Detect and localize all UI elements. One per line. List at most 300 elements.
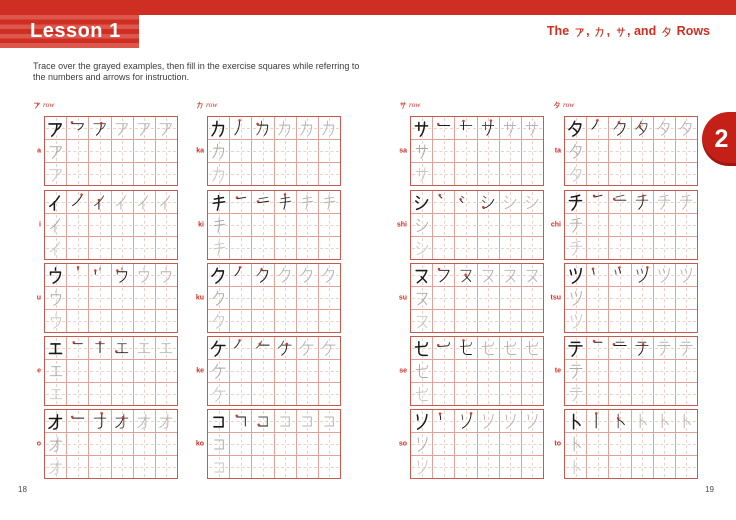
chapter-badge-number: 2 <box>714 124 729 153</box>
example-row <box>411 410 543 433</box>
practice-cell <box>522 214 543 236</box>
kana-trace-example <box>208 163 230 185</box>
practice-cell <box>252 163 274 185</box>
kana-glyph-tsu <box>567 289 585 307</box>
kana-stroke-diagram <box>433 337 455 359</box>
kana-trace-example <box>565 287 587 309</box>
kana-glyph-i <box>46 193 65 212</box>
practice-cell <box>522 383 543 405</box>
practice-row <box>208 140 340 163</box>
kana-glyph-ke <box>298 339 316 357</box>
kana-example-gray <box>632 410 654 432</box>
practice-cell <box>112 214 134 236</box>
kana-glyph-ku <box>254 266 272 284</box>
kana-glyph-ta <box>611 119 629 137</box>
kana-glyph-tsu <box>567 312 585 330</box>
romaji-label: shi <box>396 221 407 229</box>
practice-row <box>565 237 697 259</box>
kana-example-gray <box>676 264 697 286</box>
practice-cell <box>156 383 177 405</box>
practice-cell <box>654 456 676 478</box>
kana-stroke-diagram <box>112 264 134 286</box>
kana-example-gray <box>500 264 522 286</box>
kana-glyph-so <box>501 412 519 430</box>
kana-example-gray <box>156 191 177 213</box>
kana-trace-example <box>208 140 230 162</box>
practice-cell <box>67 383 89 405</box>
kana-glyph-tsu <box>655 266 673 284</box>
kana-example-bold <box>45 264 67 286</box>
column-row-label <box>196 101 217 109</box>
practice-cell <box>112 163 134 185</box>
kana-glyph-se <box>457 339 475 357</box>
kana-trace-example <box>45 237 67 259</box>
kana-glyph-ka <box>594 26 606 38</box>
practice-cell <box>654 140 676 162</box>
practice-cell <box>587 237 609 259</box>
kana-glyph-i <box>47 239 65 257</box>
example-row <box>45 410 177 433</box>
kana-glyph-ki <box>276 193 294 211</box>
kana-glyph-e <box>157 339 175 357</box>
practice-cell <box>252 140 274 162</box>
stroke-order-dot <box>257 200 260 203</box>
kana-example-gray <box>275 117 297 139</box>
kana-glyph-u <box>91 266 109 284</box>
kana-glyph-u <box>113 266 131 284</box>
kana-stroke-diagram <box>587 337 609 359</box>
practice-cell <box>478 433 500 455</box>
kana-trace-example <box>565 433 587 455</box>
practice-cell <box>522 433 543 455</box>
practice-row <box>45 360 177 383</box>
practice-cell <box>433 360 455 382</box>
kana-glyph-sa <box>435 119 453 137</box>
example-row <box>208 410 340 433</box>
practice-cell <box>609 433 631 455</box>
kana-trace-example <box>411 237 433 259</box>
kana-glyph-e <box>135 339 153 357</box>
kana-glyph-sa <box>479 119 497 137</box>
practice-cell <box>297 287 319 309</box>
kana-trace-example <box>565 237 587 259</box>
kana-example-bold <box>565 410 587 432</box>
kana-glyph-a <box>33 101 41 109</box>
practice-cell <box>455 310 477 332</box>
kana-block-i <box>39 190 178 260</box>
practice-cell <box>478 214 500 236</box>
kana-example-bold <box>208 337 230 359</box>
stroke-order-dot <box>258 343 261 346</box>
example-row <box>565 264 697 287</box>
kana-glyph-ko <box>232 412 250 430</box>
kana-glyph-ke <box>232 339 250 357</box>
practice-cell <box>89 287 111 309</box>
practice-cell <box>275 287 297 309</box>
kana-example-bold <box>208 264 230 286</box>
stroke-order-dot <box>260 268 263 271</box>
kana-glyph-so <box>457 412 475 430</box>
kana-block-ku <box>195 263 341 333</box>
kana-trace-example <box>208 214 230 236</box>
page-number-left: 18 <box>18 485 27 494</box>
practice-cell <box>297 433 319 455</box>
kana-example-gray <box>654 191 676 213</box>
practice-cell <box>609 163 631 185</box>
practice-row <box>45 433 177 456</box>
practice-cell <box>500 310 522 332</box>
kana-glyph-to <box>589 412 607 430</box>
practice-cell <box>67 456 89 478</box>
kana-glyph-so <box>523 412 541 430</box>
practice-cell <box>275 237 297 259</box>
kana-stroke-diagram <box>112 337 134 359</box>
kana-stroke-diagram <box>275 337 297 359</box>
kana-block-so <box>398 409 544 479</box>
kana-stroke-diagram <box>89 117 111 139</box>
practice-cell <box>522 287 543 309</box>
stroke-order-dot <box>596 119 599 122</box>
kana-trace-example <box>45 383 67 405</box>
practice-cell <box>230 433 252 455</box>
practice-cell <box>587 360 609 382</box>
page-title-text: , and <box>627 24 660 38</box>
kana-stroke-diagram <box>632 337 654 359</box>
kana-glyph-ka <box>232 119 250 137</box>
kana-example-bold <box>565 191 587 213</box>
kana-stroke-diagram <box>587 410 609 432</box>
kana-glyph-u <box>47 289 65 307</box>
kana-trace-example <box>45 360 67 382</box>
kana-stroke-diagram <box>609 117 631 139</box>
practice-cell <box>156 433 177 455</box>
kana-glyph-shi <box>412 193 431 212</box>
kana-glyph-to <box>633 412 651 430</box>
practice-row <box>565 360 697 383</box>
kana-example-gray <box>112 191 134 213</box>
kana-example-gray <box>500 191 522 213</box>
row-word-label: row <box>409 100 421 109</box>
kana-glyph-a <box>157 119 175 137</box>
kana-glyph-so <box>413 458 431 476</box>
practice-cell <box>522 237 543 259</box>
practice-cell <box>67 214 89 236</box>
kana-stroke-diagram <box>632 117 654 139</box>
kana-example-bold <box>208 410 230 432</box>
practice-row <box>208 287 340 310</box>
kana-block-se <box>399 336 544 406</box>
practice-cell <box>230 214 252 236</box>
kana-trace-example <box>565 310 587 332</box>
practice-row <box>45 383 177 405</box>
stroke-order-dot <box>122 416 125 419</box>
kana-glyph-ku <box>320 266 338 284</box>
kana-glyph-ta <box>677 119 695 137</box>
practice-cell <box>654 163 676 185</box>
kana-stroke-diagram <box>230 191 252 213</box>
kana-glyph-ka <box>254 119 272 137</box>
practice-cell <box>433 310 455 332</box>
kana-glyph-tsu <box>633 266 651 284</box>
practice-cell <box>433 214 455 236</box>
example-row <box>411 264 543 287</box>
practice-cell <box>297 360 319 382</box>
kana-glyph-ta <box>567 142 585 160</box>
stroke-order-dot <box>462 120 465 123</box>
kana-glyph-to <box>567 458 585 476</box>
kana-example-bold <box>565 337 587 359</box>
stroke-order-dot <box>256 123 259 126</box>
practice-cell <box>455 163 477 185</box>
kana-block-ki <box>198 190 341 260</box>
kana-block-to <box>554 409 698 479</box>
practice-cell <box>156 163 177 185</box>
practice-cell <box>275 433 297 455</box>
kana-glyph-o <box>113 412 131 430</box>
example-row <box>411 337 543 360</box>
practice-cell <box>156 456 177 478</box>
kana-glyph-e <box>113 339 131 357</box>
practice-cell <box>156 310 177 332</box>
kana-stroke-diagram <box>230 264 252 286</box>
romaji-label: ku <box>195 294 204 302</box>
kana-glyph-ki <box>209 193 228 212</box>
practice-row <box>411 310 543 332</box>
kana-block-te <box>554 336 698 406</box>
kana-trace-example <box>565 456 587 478</box>
kana-stroke-diagram <box>252 191 274 213</box>
kana-example-gray <box>654 410 676 432</box>
kana-glyph-u <box>157 266 175 284</box>
kana-glyph-chi <box>655 193 673 211</box>
example-row <box>45 337 177 360</box>
practice-cell <box>252 433 274 455</box>
stroke-order-dot <box>238 339 241 342</box>
kana-example-gray <box>275 410 297 432</box>
kana-example-bold <box>45 191 67 213</box>
stroke-order-dot <box>72 341 75 344</box>
practice-cell <box>587 214 609 236</box>
practice-cell <box>676 456 697 478</box>
kana-example-gray <box>522 410 543 432</box>
kana-example-bold <box>565 264 587 286</box>
practice-cell <box>609 383 631 405</box>
practice-cell <box>500 433 522 455</box>
kana-glyph-e <box>47 385 65 403</box>
practice-cell <box>112 456 134 478</box>
stroke-order-dot <box>490 119 493 122</box>
practice-row <box>411 456 543 478</box>
practice-cell <box>230 140 252 162</box>
kana-example-gray <box>156 337 177 359</box>
practice-cell <box>500 140 522 162</box>
kana-glyph-shi <box>413 216 431 234</box>
kana-glyph-ta <box>589 119 607 137</box>
page-title-text: , <box>586 24 594 38</box>
kana-trace-example <box>411 456 433 478</box>
column-row-label <box>553 101 574 109</box>
practice-cell <box>230 456 252 478</box>
practice-cell <box>433 456 455 478</box>
kana-glyph-sa <box>501 119 519 137</box>
kana-glyph-chi <box>566 193 585 212</box>
stroke-order-dot <box>646 266 649 269</box>
practice-cell <box>676 360 697 382</box>
kana-stroke-diagram <box>252 337 274 359</box>
practice-cell <box>252 237 274 259</box>
kana-glyph-chi <box>611 193 629 211</box>
kana-block-u <box>36 263 178 333</box>
kana-trace-example <box>411 214 433 236</box>
kana-example-gray <box>319 337 340 359</box>
practice-cell <box>478 360 500 382</box>
kana-trace-example <box>411 287 433 309</box>
romaji-label: ta <box>554 147 561 155</box>
kana-glyph-a <box>574 26 586 38</box>
practice-row <box>565 456 697 478</box>
practice-cell <box>654 310 676 332</box>
kana-stroke-diagram <box>632 264 654 286</box>
kana-stroke-diagram <box>609 337 631 359</box>
kana-glyph-se <box>412 339 431 358</box>
kana-example-gray <box>275 264 297 286</box>
practice-cell <box>676 140 697 162</box>
kana-stroke-diagram <box>609 191 631 213</box>
stroke-order-dot <box>116 269 119 272</box>
kana-glyph-a <box>135 119 153 137</box>
kana-glyph-ku <box>210 289 228 307</box>
practice-cell <box>230 237 252 259</box>
instructions-line-2: the numbers and arrows for instruction. <box>33 71 190 82</box>
practice-row <box>411 214 543 237</box>
kana-glyph-te <box>567 385 585 403</box>
practice-row <box>565 163 697 185</box>
example-row <box>45 191 177 214</box>
practice-cell <box>319 433 340 455</box>
kana-glyph-a <box>113 119 131 137</box>
practice-cell <box>676 433 697 455</box>
romaji-label: o <box>36 440 41 448</box>
kana-example-gray <box>297 264 319 286</box>
practice-cell <box>433 433 455 455</box>
kana-glyph-ko <box>254 412 272 430</box>
kana-glyph-chi <box>589 193 607 211</box>
kana-example-gray <box>478 337 500 359</box>
kana-example-bold <box>411 337 433 359</box>
example-row <box>45 264 177 287</box>
practice-row <box>565 433 697 456</box>
kana-stroke-diagram <box>252 264 274 286</box>
practice-cell <box>632 163 654 185</box>
kana-example-gray <box>134 264 156 286</box>
example-row <box>565 191 697 214</box>
practice-cell <box>587 163 609 185</box>
kana-example-gray <box>297 191 319 213</box>
kana-stroke-diagram <box>89 191 111 213</box>
kana-glyph-o <box>46 412 65 431</box>
stroke-order-dot <box>639 125 642 128</box>
kana-glyph-su <box>412 266 431 285</box>
practice-cell <box>275 140 297 162</box>
practice-cell <box>587 287 609 309</box>
kana-glyph-sa <box>413 142 431 160</box>
romaji-label: se <box>399 367 407 375</box>
practice-cell <box>500 237 522 259</box>
practice-cell <box>112 140 134 162</box>
kana-glyph-sa <box>412 119 431 138</box>
practice-cell <box>676 237 697 259</box>
stroke-order-dot <box>94 269 97 272</box>
kana-glyph-i <box>113 193 131 211</box>
kana-glyph-se <box>413 362 431 380</box>
kana-trace-example <box>565 163 587 185</box>
practice-cell <box>478 287 500 309</box>
top-border-bar <box>0 0 736 15</box>
kana-example-gray <box>319 264 340 286</box>
kana-glyph-o <box>157 412 175 430</box>
kana-trace-example <box>565 214 587 236</box>
practice-cell <box>478 163 500 185</box>
practice-cell <box>455 287 477 309</box>
romaji-label: ke <box>196 367 204 375</box>
kana-example-gray <box>522 337 543 359</box>
stroke-order-dot <box>593 194 596 197</box>
example-row <box>565 410 697 433</box>
kana-glyph-ku <box>209 266 228 285</box>
kana-trace-example <box>565 140 587 162</box>
kana-glyph-e <box>69 339 87 357</box>
practice-cell <box>134 163 156 185</box>
practice-cell <box>67 287 89 309</box>
kana-example-gray <box>500 410 522 432</box>
practice-cell <box>67 310 89 332</box>
kana-glyph-te <box>567 362 585 380</box>
stroke-order-dot <box>80 193 83 196</box>
stroke-order-dot <box>470 412 473 415</box>
kana-glyph-ka <box>209 119 228 138</box>
practice-row <box>411 237 543 259</box>
stroke-order-dot <box>437 344 440 347</box>
stroke-order-dot <box>462 339 465 342</box>
chapter-badge <box>702 112 736 166</box>
kana-stroke-diagram <box>609 264 631 286</box>
stroke-order-dot <box>238 266 241 269</box>
practice-cell <box>230 360 252 382</box>
practice-cell <box>632 383 654 405</box>
kana-stroke-diagram <box>252 410 274 432</box>
practice-cell <box>319 140 340 162</box>
practice-cell <box>609 310 631 332</box>
kana-example-gray <box>297 410 319 432</box>
practice-cell <box>455 456 477 478</box>
stroke-order-dot <box>439 412 442 415</box>
practice-row <box>565 310 697 332</box>
kana-block-e <box>37 336 178 406</box>
practice-cell <box>455 383 477 405</box>
practice-row <box>208 163 340 185</box>
kana-example-bold <box>45 410 67 432</box>
kana-glyph-su <box>435 266 453 284</box>
kana-glyph-se <box>523 339 541 357</box>
practice-cell <box>522 360 543 382</box>
kana-glyph-ki <box>320 193 338 211</box>
kana-glyph-te <box>677 339 695 357</box>
kana-example-bold <box>411 117 433 139</box>
practice-cell <box>67 360 89 382</box>
kana-glyph-shi <box>457 193 475 211</box>
stroke-order-dot <box>70 121 73 124</box>
kana-glyph-i <box>69 193 87 211</box>
